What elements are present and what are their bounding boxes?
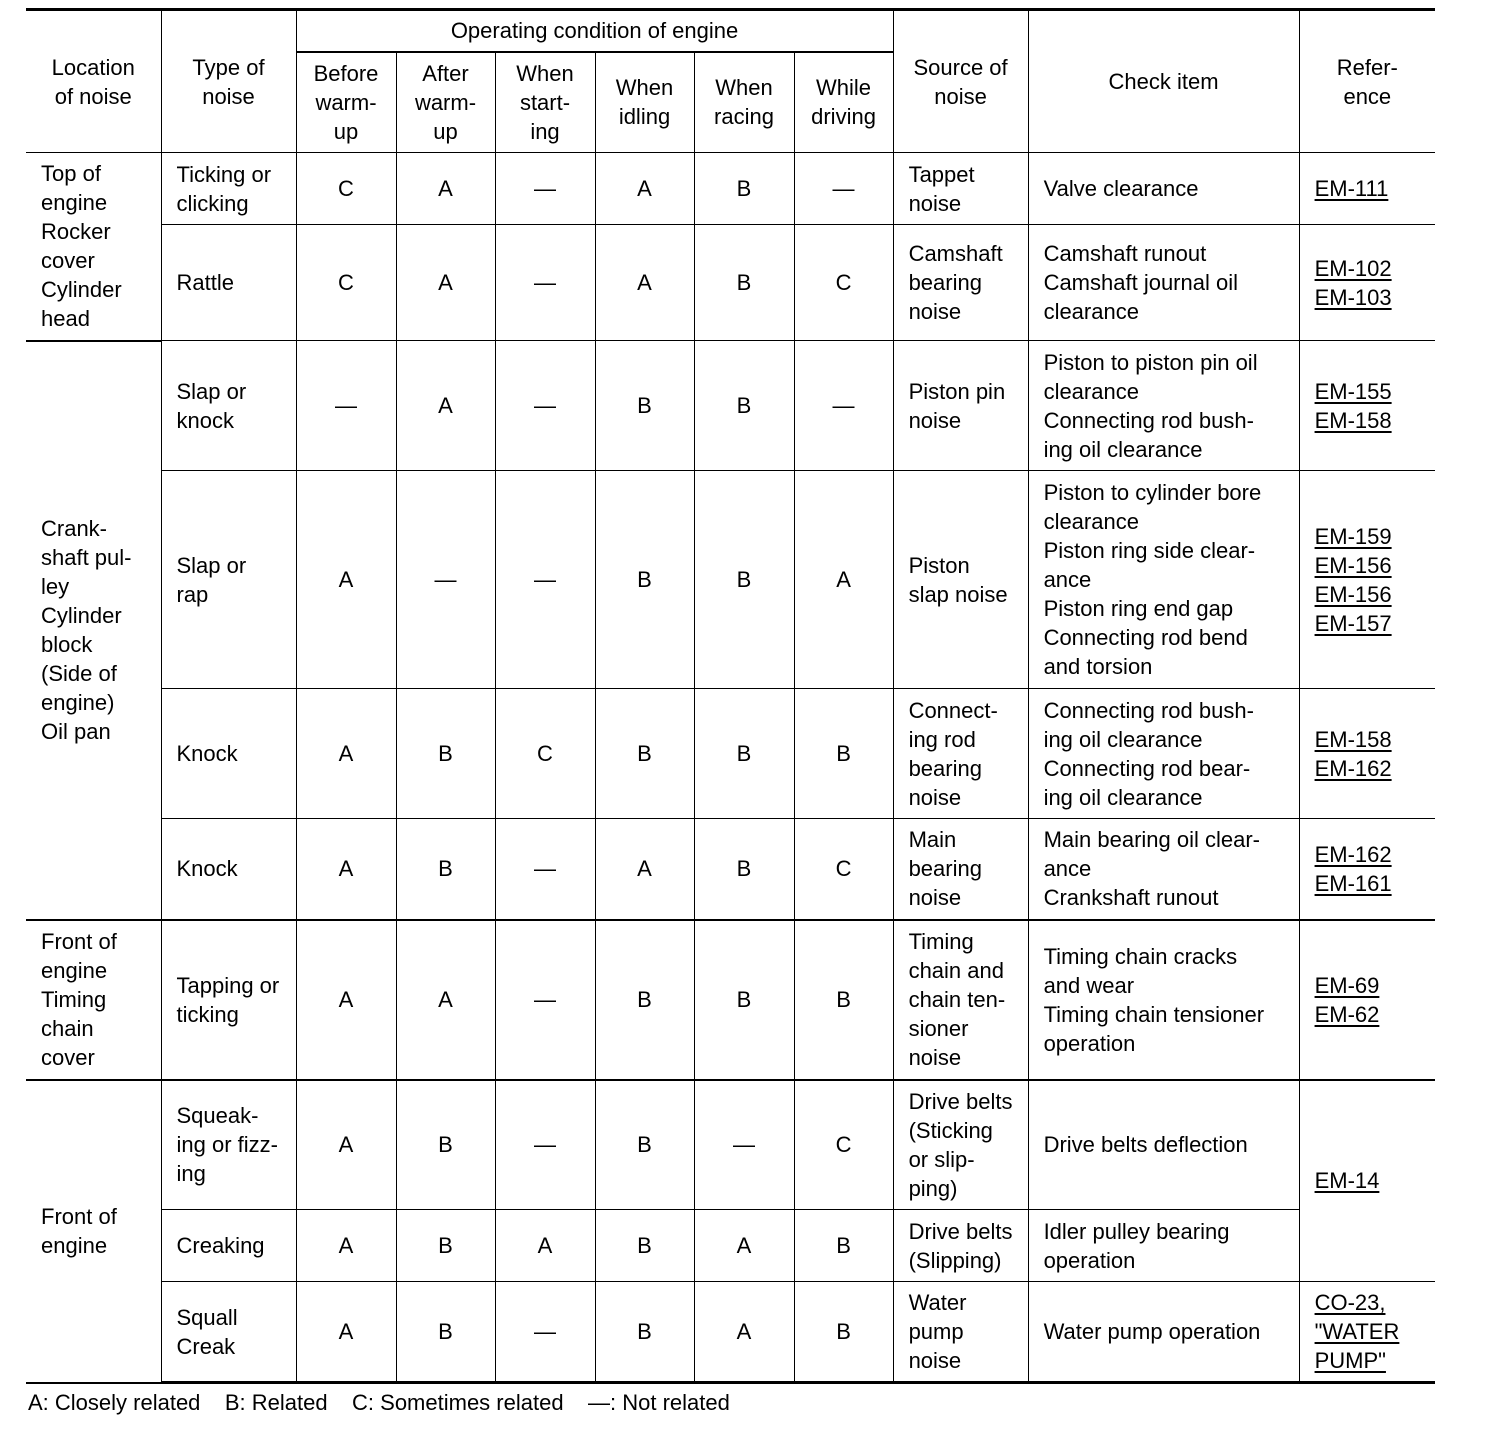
condition-cell: — [694, 1080, 794, 1210]
reference-link[interactable]: EM-161 [1314, 870, 1392, 896]
condition-cell: B [694, 819, 794, 920]
noise-type-cell: Squeak- ing or fizz- ing [161, 1080, 296, 1210]
reference-link[interactable]: EM-69 [1314, 972, 1380, 998]
condition-cell: C [794, 1080, 893, 1210]
reference-link[interactable]: EM-158 [1314, 726, 1392, 752]
condition-cell: B [595, 920, 694, 1080]
noise-source-cell: Drive belts (Slipping) [893, 1210, 1028, 1282]
condition-cell: A [296, 471, 396, 689]
noise-source-cell: Connect- ing rod bearing noise [893, 689, 1028, 819]
condition-cell: C [296, 153, 396, 225]
noise-source-cell: Timing chain and chain ten- sioner noise [893, 920, 1028, 1080]
reference-link[interactable]: CO-23, "WATER PUMP" [1314, 1290, 1400, 1373]
check-item-cell: Water pump operation [1028, 1282, 1299, 1383]
condition-cell: B [794, 689, 893, 819]
reference-link[interactable]: EM-103 [1314, 284, 1392, 310]
noise-source-cell: Camshaft bearing noise [893, 225, 1028, 341]
header-condition: Before warm- up [296, 52, 396, 153]
condition-cell: B [794, 1210, 893, 1282]
condition-cell: — [794, 153, 893, 225]
check-item-cell: Piston to cylinder bore clearance Piston ring side clear- ance Piston ring end gap Connecting rod bend and torsion [1028, 471, 1299, 689]
condition-cell: — [495, 341, 595, 471]
condition-cell: A [296, 1080, 396, 1210]
table-row [26, 920, 1435, 1080]
noise-source-cell: Main bearing noise [893, 819, 1028, 920]
condition-cell: B [595, 689, 694, 819]
table-row [26, 341, 1435, 471]
noise-type-cell: Slap or rap [161, 471, 296, 689]
header-condition: When idling [595, 52, 694, 153]
reference-link[interactable]: EM-102 [1314, 255, 1392, 281]
header-operating-condition: Operating condition of engine [296, 10, 893, 52]
legend: A: Closely related B: Related C: Sometimes related —: Not related [28, 1390, 730, 1415]
condition-cell: A [595, 225, 694, 341]
condition-cell: B [694, 341, 794, 471]
table-row [26, 1210, 1435, 1282]
noise-source-cell: Tappet noise [893, 153, 1028, 225]
reference-cell [1299, 819, 1435, 920]
noise-source-cell: Drive belts (Sticking or slip- ping) [893, 1080, 1028, 1210]
condition-cell: B [396, 1080, 495, 1210]
noise-type-cell: Slap or knock [161, 341, 296, 471]
reference-link[interactable]: EM-62 [1314, 1001, 1380, 1027]
condition-cell: A [595, 819, 694, 920]
header-condition: When start- ing [495, 52, 595, 153]
noise-source-cell: Piston pin noise [893, 341, 1028, 471]
header-source: Source of noise [893, 10, 1028, 153]
condition-cell: — [495, 1282, 595, 1383]
location-cell: Top of engine Rocker cover Cylinder head [26, 153, 161, 341]
condition-cell: B [694, 920, 794, 1080]
condition-cell: A [396, 920, 495, 1080]
table-row [26, 225, 1435, 341]
condition-cell: — [495, 471, 595, 689]
noise-diagnosis-table [26, 8, 1435, 1384]
noise-type-cell: Knock [161, 819, 296, 920]
check-item-cell: Connecting rod bush- ing oil clearance Connecting rod bear- ing oil clearance [1028, 689, 1299, 819]
table-row [26, 819, 1435, 920]
check-item-cell: Piston to piston pin oil clearance Connecting rod bush- ing oil clearance [1028, 341, 1299, 471]
condition-cell: A [694, 1282, 794, 1383]
condition-cell: B [694, 689, 794, 819]
condition-cell: A [296, 920, 396, 1080]
condition-cell: A [296, 1282, 396, 1383]
reference-link[interactable]: EM-156 [1314, 552, 1392, 578]
check-item-cell: Main bearing oil clear- ance Crankshaft runout [1028, 819, 1299, 920]
reference-link[interactable]: EM-155 [1314, 378, 1392, 404]
reference-link[interactable]: EM-158 [1314, 407, 1392, 433]
location-cell: Crank- shaft pul- ley Cylinder block (Side of engine) Oil pan [26, 341, 161, 920]
condition-cell: C [296, 225, 396, 341]
location-cell: Front of engine [26, 1080, 161, 1383]
table-row [26, 689, 1435, 819]
reference-cell [1299, 920, 1435, 1080]
reference-link[interactable]: EM-111 [1314, 176, 1389, 201]
reference-cell [1299, 341, 1435, 471]
noise-type-cell: Rattle [161, 225, 296, 341]
condition-cell: A [794, 471, 893, 689]
reference-link[interactable]: EM-159 [1314, 523, 1392, 549]
reference-cell [1299, 471, 1435, 689]
condition-cell: B [794, 920, 893, 1080]
condition-cell: A [296, 819, 396, 920]
header-condition: When racing [694, 52, 794, 153]
reference-link[interactable]: EM-162 [1314, 755, 1392, 781]
condition-cell: — [794, 341, 893, 471]
condition-cell: — [495, 153, 595, 225]
header-condition: While driving [794, 52, 893, 153]
condition-cell: — [296, 341, 396, 471]
condition-cell: B [694, 153, 794, 225]
noise-type-cell: Ticking or clicking [161, 153, 296, 225]
condition-cell: C [794, 225, 893, 341]
condition-cell: B [694, 471, 794, 689]
table-row [26, 471, 1435, 689]
condition-cell: B [396, 1210, 495, 1282]
header-condition: After warm- up [396, 52, 495, 153]
check-item-cell: Drive belts deflection [1028, 1080, 1299, 1210]
condition-cell: B [595, 341, 694, 471]
condition-cell: — [495, 225, 595, 341]
condition-cell: A [296, 1210, 396, 1282]
noise-type-cell: Knock [161, 689, 296, 819]
check-item-cell: Camshaft runout Camshaft journal oil clearance [1028, 225, 1299, 341]
reference-link[interactable]: EM-162 [1314, 841, 1392, 867]
condition-cell: B [396, 1282, 495, 1383]
condition-cell: A [694, 1210, 794, 1282]
table-row [26, 153, 1435, 225]
reference-cell [1299, 1080, 1435, 1282]
condition-cell: B [595, 471, 694, 689]
reference-cell [1299, 1282, 1435, 1383]
header-reference: Refer- ence [1299, 10, 1435, 153]
condition-cell: B [794, 1282, 893, 1383]
reference-link[interactable]: EM-156 [1314, 581, 1392, 607]
reference-cell [1299, 689, 1435, 819]
check-item-cell: Valve clearance [1028, 153, 1299, 225]
condition-cell: — [495, 1080, 595, 1210]
reference-cell [1299, 225, 1435, 341]
condition-cell: — [396, 471, 495, 689]
condition-cell: B [595, 1282, 694, 1383]
condition-cell: — [495, 920, 595, 1080]
header-location: Location of noise [26, 10, 161, 153]
condition-cell: B [396, 689, 495, 819]
condition-cell: A [296, 689, 396, 819]
noise-source-cell: Piston slap noise [893, 471, 1028, 689]
condition-cell: C [495, 689, 595, 819]
condition-cell: B [595, 1210, 694, 1282]
condition-cell: A [396, 341, 495, 471]
check-item-cell: Timing chain cracks and wear Timing chain tensioner operation [1028, 920, 1299, 1080]
table-row [26, 1282, 1435, 1383]
condition-cell: A [396, 153, 495, 225]
condition-cell: A [396, 225, 495, 341]
reference-cell [1299, 153, 1435, 225]
condition-cell: B [694, 225, 794, 341]
header-type: Type of noise [161, 10, 296, 153]
reference-link[interactable]: EM-14 [1314, 1168, 1380, 1194]
condition-cell: B [595, 1080, 694, 1210]
noise-source-cell: Water pump noise [893, 1282, 1028, 1383]
condition-cell: — [495, 819, 595, 920]
condition-cell: C [794, 819, 893, 920]
check-item-cell: Idler pulley bearing operation [1028, 1210, 1299, 1282]
reference-link[interactable]: EM-157 [1314, 610, 1392, 636]
noise-type-cell: Squall Creak [161, 1282, 296, 1383]
condition-cell: A [595, 153, 694, 225]
location-cell: Front of engine Timing chain cover [26, 920, 161, 1080]
noise-type-cell: Creaking [161, 1210, 296, 1282]
condition-cell: A [495, 1210, 595, 1282]
header-check-item: Check item [1028, 10, 1299, 153]
condition-cell: B [396, 819, 495, 920]
noise-type-cell: Tapping or ticking [161, 920, 296, 1080]
table-row [26, 1080, 1435, 1210]
